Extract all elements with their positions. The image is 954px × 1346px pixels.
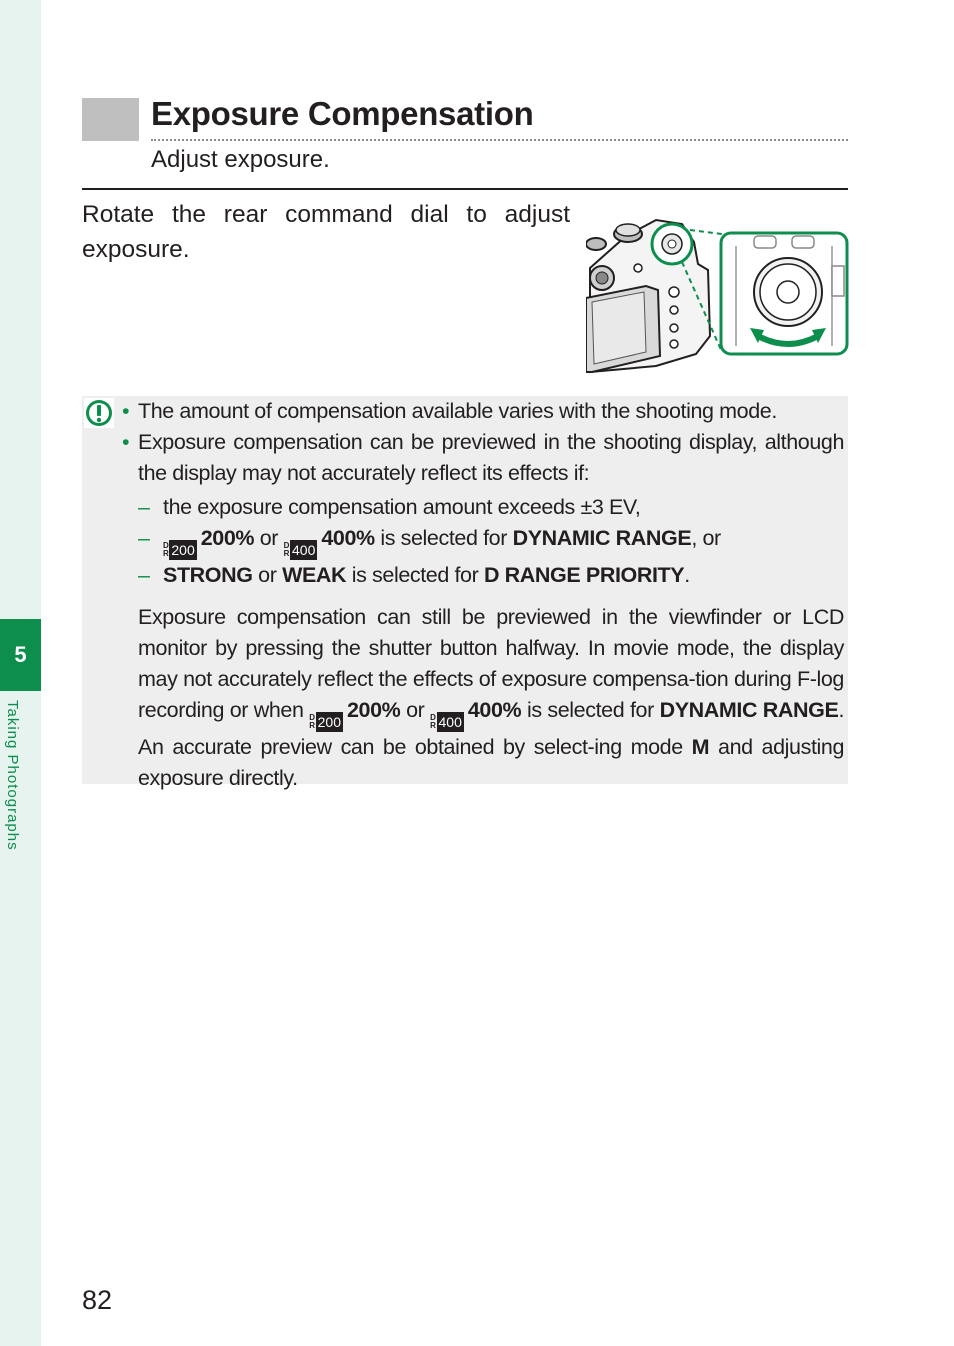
- page-subtitle: Adjust exposure.: [151, 146, 330, 173]
- chapter-label: Taking Photographs: [4, 700, 21, 851]
- caution-bullet-2: • Exposure compensation can be previewed in the shooting display, although the display may not accurately reflect its effects if:: [122, 427, 844, 489]
- caution-bullet-1: • The amount of compensation available varies with the shooting mode.: [122, 396, 844, 427]
- caution-content: [122, 396, 844, 794]
- dash-item-dynamic-range: – D R 200 200% or D R 400 400% is selected for DYNAMIC RANGE, or: [138, 523, 844, 560]
- rear-command-dial-illustration: [586, 206, 850, 376]
- dash-item-ev: – the exposure compensation amount exceeds ±3 EV,: [138, 492, 844, 523]
- caution-dash-list: [138, 492, 844, 591]
- page-title: Exposure Compensation: [151, 95, 534, 132]
- dash-item-d-range-priority: – STRONG or WEAK is selected for D RANGE PRIORITY.: [138, 560, 844, 591]
- caution-paragraph: Exposure compensation can still be previewed in the viewfinder or LCD monitor by pressing the shutter button halfway. In movie mode, the display may not accurately reflect the effects of exposure compensa-tion during F-log recording or when D R 200 200% or D R 400 400% is selected for DYNAMIC RANGE. An accurate preview can be obtained by select-ing mode M and adjusting exposure directly.: [138, 605, 845, 790]
- caution-icon: [84, 398, 114, 428]
- title-rule: [82, 188, 848, 190]
- chapter-tab[interactable]: [0, 619, 41, 691]
- page-number: 82: [82, 1285, 113, 1315]
- caution-box: [82, 396, 848, 790]
- dr400-icon: D R 400: [430, 713, 462, 730]
- dr200-icon: – D R 200: [163, 541, 195, 558]
- intro-text: Rotate the rear command dial to adjust exposure.: [82, 201, 570, 263]
- title-marker: [82, 98, 139, 141]
- title-dotted-rule: [151, 139, 848, 141]
- chapter-number: 5: [14, 642, 27, 667]
- dr200-icon: D R 200: [309, 713, 341, 730]
- dr400-icon: D R 400: [283, 541, 316, 558]
